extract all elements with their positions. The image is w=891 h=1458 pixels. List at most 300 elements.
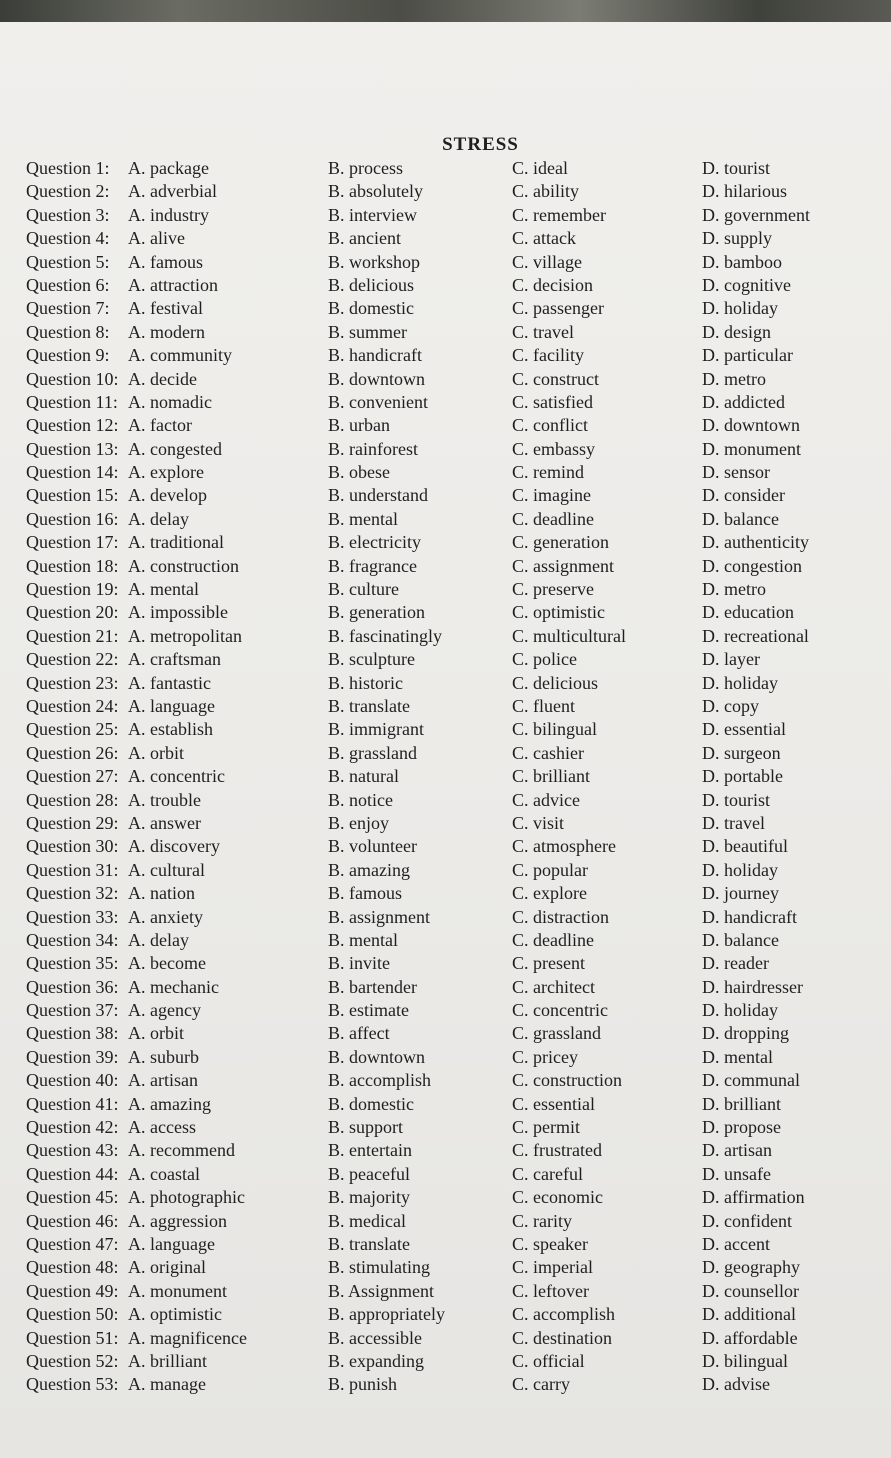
option-d: D. affordable: [702, 1327, 798, 1348]
question-number: Question 8:: [26, 321, 110, 342]
question-row: [0, 1211, 891, 1234]
option-d: D. balance: [702, 929, 779, 950]
question-number: Question 5:: [26, 251, 110, 272]
option-d: D. essential: [702, 719, 786, 740]
question-number: Question 6:: [26, 274, 110, 295]
question-number: Question 10:: [26, 368, 119, 389]
question-row: [0, 322, 891, 345]
question-number: Question 24:: [26, 695, 119, 716]
question-row: [0, 953, 891, 976]
option-d: D. beautiful: [702, 836, 788, 857]
question-row: [0, 1094, 891, 1117]
question-number: Question 41:: [26, 1093, 119, 1114]
option-d: D. advise: [702, 1374, 770, 1395]
question-row: [0, 1187, 891, 1210]
option-c: C. accomplish: [512, 1304, 615, 1325]
question-row: [0, 1374, 891, 1397]
option-b: B. mental: [328, 929, 398, 950]
option-a: A. artisan: [128, 1070, 198, 1091]
option-a: A. orbit: [128, 1023, 184, 1044]
question-number: Question 38:: [26, 1023, 119, 1044]
option-c: C. remember: [512, 204, 606, 225]
option-a: A. mental: [128, 579, 199, 600]
option-a: A. monument: [128, 1280, 227, 1301]
option-c: C. imagine: [512, 485, 591, 506]
option-c: C. rarity: [512, 1210, 572, 1231]
option-c: C. satisfied: [512, 391, 593, 412]
option-d: D. layer: [702, 649, 760, 670]
option-b: B. ancient: [328, 228, 401, 249]
option-d: D. downtown: [702, 415, 800, 436]
option-c: C. essential: [512, 1093, 595, 1114]
option-d: D. holiday: [702, 1000, 778, 1021]
option-b: B. obese: [328, 462, 390, 483]
option-c: C. police: [512, 649, 577, 670]
option-d: D. holiday: [702, 859, 778, 880]
question-number: Question 4:: [26, 228, 110, 249]
option-a: A. factor: [128, 415, 192, 436]
question-number: Question 9:: [26, 345, 110, 366]
option-d: D. monument: [702, 438, 801, 459]
option-d: D. unsafe: [702, 1163, 771, 1184]
option-d: D. bilingual: [702, 1350, 788, 1371]
option-b: B. majority: [328, 1187, 410, 1208]
option-b: B. generation: [328, 602, 425, 623]
question-number: Question 15:: [26, 485, 119, 506]
option-a: A. explore: [128, 462, 204, 483]
question-row: [0, 1281, 891, 1304]
option-c: C. bilingual: [512, 719, 597, 740]
option-c: C. travel: [512, 321, 574, 342]
question-number: Question 26:: [26, 742, 119, 763]
question-number: Question 11:: [26, 391, 118, 412]
question-row: [0, 1047, 891, 1070]
question-number: Question 31:: [26, 859, 119, 880]
option-b: B. understand: [328, 485, 428, 506]
option-b: B. expanding: [328, 1350, 424, 1371]
option-c: C. official: [512, 1350, 585, 1371]
question-number: Question 25:: [26, 719, 119, 740]
option-d: D. handicraft: [702, 906, 797, 927]
question-row: [0, 790, 891, 813]
option-c: C. explore: [512, 883, 587, 904]
option-d: D. congestion: [702, 555, 802, 576]
question-number: Question 40:: [26, 1070, 119, 1091]
option-b: B. delicious: [328, 274, 414, 295]
option-a: A. language: [128, 695, 215, 716]
option-d: D. journey: [702, 883, 779, 904]
question-row: [0, 719, 891, 742]
option-c: C. village: [512, 251, 582, 272]
option-a: A. community: [128, 345, 232, 366]
question-row: [0, 1328, 891, 1351]
question-number: Question 32:: [26, 883, 119, 904]
question-number: Question 21:: [26, 625, 119, 646]
question-row: [0, 298, 891, 321]
option-b: B. translate: [328, 695, 410, 716]
option-a: A. access: [128, 1117, 196, 1138]
option-a: A. recommend: [128, 1140, 235, 1161]
option-a: A. construction: [128, 555, 239, 576]
question-row: [0, 275, 891, 298]
question-number: Question 42:: [26, 1117, 119, 1138]
option-c: C. popular: [512, 859, 588, 880]
question-row: [0, 673, 891, 696]
option-a: A. coastal: [128, 1163, 200, 1184]
option-b: B. immigrant: [328, 719, 424, 740]
question-number: Question 28:: [26, 789, 119, 810]
option-c: C. frustrated: [512, 1140, 602, 1161]
question-number: Question 49:: [26, 1280, 119, 1301]
option-b: B. medical: [328, 1210, 406, 1231]
option-a: A. answer: [128, 812, 201, 833]
question-row: [0, 392, 891, 415]
question-row: [0, 345, 891, 368]
option-b: B. famous: [328, 883, 402, 904]
question-number: Question 12:: [26, 415, 119, 436]
option-a: A. manage: [128, 1374, 206, 1395]
option-a: A. optimistic: [128, 1304, 222, 1325]
option-d: D. hairdresser: [702, 976, 803, 997]
option-c: C. preserve: [512, 579, 594, 600]
option-c: C. imperial: [512, 1257, 593, 1278]
question-row: [0, 977, 891, 1000]
question-number: Question 51:: [26, 1327, 119, 1348]
option-d: D. sensor: [702, 462, 770, 483]
question-row: [0, 439, 891, 462]
option-d: D. cognitive: [702, 274, 791, 295]
question-number: Question 7:: [26, 298, 110, 319]
option-a: A. establish: [128, 719, 213, 740]
option-d: D. bamboo: [702, 251, 782, 272]
option-a: A. anxiety: [128, 906, 203, 927]
option-c: C. embassy: [512, 438, 595, 459]
question-number: Question 17:: [26, 532, 119, 553]
option-b: B. workshop: [328, 251, 421, 272]
option-b: B. natural: [328, 766, 399, 787]
option-d: D. authenticity: [702, 532, 809, 553]
question-row: [0, 836, 891, 859]
option-a: A. develop: [128, 485, 207, 506]
question-row: [0, 907, 891, 930]
option-b: B. domestic: [328, 298, 414, 319]
option-a: A. adverbial: [128, 181, 217, 202]
option-c: C. carry: [512, 1374, 570, 1395]
option-a: A. congested: [128, 438, 222, 459]
question-row: [0, 602, 891, 625]
page-title: STRESS: [442, 134, 519, 155]
option-c: C. conflict: [512, 415, 588, 436]
option-a: A. brilliant: [128, 1350, 207, 1371]
option-c: C. construction: [512, 1070, 622, 1091]
option-a: A. modern: [128, 321, 205, 342]
question-row: [0, 1140, 891, 1163]
option-c: C. pricey: [512, 1046, 578, 1067]
option-c: C. cashier: [512, 742, 584, 763]
option-d: D. recreational: [702, 625, 809, 646]
option-a: A. traditional: [128, 532, 224, 553]
question-row: [0, 930, 891, 953]
option-b: B. rainforest: [328, 438, 418, 459]
option-c: C. passenger: [512, 298, 604, 319]
option-b: B. Assignment: [328, 1280, 435, 1301]
question-row: [0, 205, 891, 228]
question-number: Question 16:: [26, 508, 119, 529]
option-d: D. holiday: [702, 298, 778, 319]
question-row: [0, 1304, 891, 1327]
question-number: Question 52:: [26, 1350, 119, 1371]
question-number: Question 50:: [26, 1304, 119, 1325]
option-a: A. decide: [128, 368, 197, 389]
question-number: Question 2:: [26, 181, 110, 202]
option-d: D. addicted: [702, 391, 785, 412]
option-a: A. craftsman: [128, 649, 221, 670]
option-d: D. dropping: [702, 1023, 789, 1044]
question-row: [0, 813, 891, 836]
question-row: [0, 743, 891, 766]
option-b: B. absolutely: [328, 181, 423, 202]
question-row: [0, 1070, 891, 1093]
option-d: D. surgeon: [702, 742, 781, 763]
question-number: Question 44:: [26, 1163, 119, 1184]
question-row: [0, 509, 891, 532]
option-b: B. translate: [328, 1233, 410, 1254]
option-d: D. particular: [702, 345, 793, 366]
option-b: B. convenient: [328, 391, 428, 412]
option-b: B. enjoy: [328, 812, 389, 833]
option-b: B. grassland: [328, 742, 417, 763]
option-c: C. distraction: [512, 906, 609, 927]
option-a: A. delay: [128, 929, 189, 950]
option-c: C. economic: [512, 1187, 603, 1208]
option-b: B. peaceful: [328, 1163, 410, 1184]
option-b: B. stimulating: [328, 1257, 431, 1278]
option-a: A. alive: [128, 228, 185, 249]
option-c: C. atmosphere: [512, 836, 616, 857]
option-c: C. ability: [512, 181, 579, 202]
option-b: B. invite: [328, 953, 390, 974]
question-row: [0, 696, 891, 719]
option-c: C. remind: [512, 462, 584, 483]
option-d: D. travel: [702, 812, 765, 833]
question-row: [0, 252, 891, 275]
option-a: A. fantastic: [128, 672, 211, 693]
question-number: Question 53:: [26, 1374, 119, 1395]
option-a: A. original: [128, 1257, 206, 1278]
option-a: A. orbit: [128, 742, 184, 763]
option-a: A. metropolitan: [128, 625, 242, 646]
question-number: Question 45:: [26, 1187, 119, 1208]
question-row: [0, 860, 891, 883]
question-row: [0, 1257, 891, 1280]
question-row: [0, 1164, 891, 1187]
question-row: [0, 181, 891, 204]
question-number: Question 14:: [26, 462, 119, 483]
question-row: [0, 462, 891, 485]
question-number: Question 1:: [26, 158, 110, 178]
option-c: C. permit: [512, 1117, 580, 1138]
option-c: C. generation: [512, 532, 609, 553]
option-c: C. delicious: [512, 672, 598, 693]
option-c: C. present: [512, 953, 585, 974]
option-a: A. nation: [128, 883, 195, 904]
option-a: A. nomadic: [128, 391, 212, 412]
option-d: D. holiday: [702, 672, 778, 693]
option-c: C. ideal: [512, 158, 568, 178]
option-d: D. counsellor: [702, 1280, 799, 1301]
option-b: B. interview: [328, 204, 417, 225]
option-b: B. fragrance: [328, 555, 417, 576]
question-number: Question 43:: [26, 1140, 119, 1161]
option-d: D. communal: [702, 1070, 800, 1091]
option-b: B. summer: [328, 321, 407, 342]
option-b: B. amazing: [328, 859, 410, 880]
question-number: Question 34:: [26, 929, 119, 950]
option-d: D. education: [702, 602, 794, 623]
option-c: C. fluent: [512, 695, 575, 716]
option-b: B. mental: [328, 508, 398, 529]
option-c: C. attack: [512, 228, 576, 249]
option-a: A. package: [128, 158, 209, 178]
option-d: D. brilliant: [702, 1093, 781, 1114]
option-d: D. artisan: [702, 1140, 772, 1161]
option-a: A. agency: [128, 1000, 201, 1021]
option-a: A. festival: [128, 298, 203, 319]
option-d: D. mental: [702, 1046, 773, 1067]
option-b: B. handicraft: [328, 345, 422, 366]
option-b: B. sculpture: [328, 649, 415, 670]
option-d: D. confident: [702, 1210, 792, 1231]
option-c: C. assignment: [512, 555, 614, 576]
question-row: [0, 369, 891, 392]
question-row: [0, 1117, 891, 1140]
option-d: D. affirmation: [702, 1187, 805, 1208]
question-number: Question 3:: [26, 204, 110, 225]
option-c: C. architect: [512, 976, 595, 997]
option-d: D. tourist: [702, 158, 771, 178]
question-number: Question 46:: [26, 1210, 119, 1231]
question-number: Question 37:: [26, 1000, 119, 1021]
option-a: A. concentric: [128, 766, 225, 787]
option-d: D. metro: [702, 368, 766, 389]
option-c: C. facility: [512, 345, 584, 366]
option-c: C. optimistic: [512, 602, 606, 623]
option-a: A. aggression: [128, 1210, 227, 1231]
option-d: D. propose: [702, 1117, 781, 1138]
option-b: B. electricity: [328, 532, 421, 553]
option-a: A. industry: [128, 204, 209, 225]
option-d: D. portable: [702, 766, 783, 787]
question-row: [0, 1351, 891, 1374]
option-b: B. affect: [328, 1023, 390, 1044]
option-a: A. trouble: [128, 789, 201, 810]
option-a: A. delay: [128, 508, 189, 529]
option-b: B. entertain: [328, 1140, 412, 1161]
option-c: C. careful: [512, 1163, 583, 1184]
question-number: Question 30:: [26, 836, 119, 857]
option-b: B. volunteer: [328, 836, 417, 857]
question-number: Question 13:: [26, 438, 119, 459]
option-b: B. fascinatingly: [328, 625, 442, 646]
option-a: A. discovery: [128, 836, 220, 857]
question-number: Question 22:: [26, 649, 119, 670]
option-c: C. leftover: [512, 1280, 589, 1301]
option-d: D. geography: [702, 1257, 800, 1278]
question-number: Question 33:: [26, 906, 119, 927]
question-row: [0, 1000, 891, 1023]
option-c: C. grassland: [512, 1023, 601, 1044]
question-row: [0, 158, 891, 181]
question-row: [0, 626, 891, 649]
option-b: B. assignment: [328, 906, 430, 927]
option-a: A. suburb: [128, 1046, 199, 1067]
option-c: C. deadline: [512, 508, 594, 529]
option-b: B. culture: [328, 579, 399, 600]
question-number: Question 35:: [26, 953, 119, 974]
option-b: B. urban: [328, 415, 390, 436]
option-b: B. notice: [328, 789, 393, 810]
option-b: B. downtown: [328, 1046, 426, 1067]
option-d: D. additional: [702, 1304, 796, 1325]
option-a: A. amazing: [128, 1093, 211, 1114]
option-c: C. speaker: [512, 1233, 588, 1254]
option-a: A. famous: [128, 251, 203, 272]
option-d: D. copy: [702, 695, 759, 716]
option-d: D. tourist: [702, 789, 771, 810]
question-number: Question 18:: [26, 555, 119, 576]
option-c: C. advice: [512, 789, 580, 810]
option-b: B. estimate: [328, 1000, 409, 1021]
option-d: D. accent: [702, 1233, 770, 1254]
option-d: D. hilarious: [702, 181, 787, 202]
option-b: B. punish: [328, 1374, 398, 1395]
option-b: B. bartender: [328, 976, 417, 997]
option-d: D. supply: [702, 228, 773, 249]
option-b: B. accessible: [328, 1327, 422, 1348]
question-number: Question 48:: [26, 1257, 119, 1278]
option-a: A. photographic: [128, 1187, 245, 1208]
question-number: Question 20:: [26, 602, 119, 623]
option-c: C. multicultural: [512, 625, 626, 646]
option-b: B. historic: [328, 672, 403, 693]
option-a: A. magnificence: [128, 1327, 247, 1348]
question-row: [0, 579, 891, 602]
question-row: [0, 1234, 891, 1257]
question-number: Question 19:: [26, 579, 119, 600]
option-a: A. impossible: [128, 602, 229, 623]
option-d: D. consider: [702, 485, 785, 506]
option-b: B. appropriately: [328, 1304, 445, 1325]
option-d: D. balance: [702, 508, 779, 529]
option-b: B. domestic: [328, 1093, 414, 1114]
option-b: B. accomplish: [328, 1070, 431, 1091]
question-number: Question 47:: [26, 1233, 119, 1254]
question-row: [0, 883, 891, 906]
question-row: [0, 415, 891, 438]
option-c: C. deadline: [512, 929, 594, 950]
option-a: A. cultural: [128, 859, 205, 880]
question-row: [0, 556, 891, 579]
option-c: C. construct: [512, 368, 599, 389]
question-number: Question 39:: [26, 1046, 119, 1067]
question-number: Question 36:: [26, 976, 119, 997]
option-c: C. destination: [512, 1327, 612, 1348]
question-row: [0, 766, 891, 789]
question-list: [0, 158, 891, 1398]
option-c: C. visit: [512, 812, 565, 833]
option-c: C. brilliant: [512, 766, 590, 787]
question-row: [0, 649, 891, 672]
